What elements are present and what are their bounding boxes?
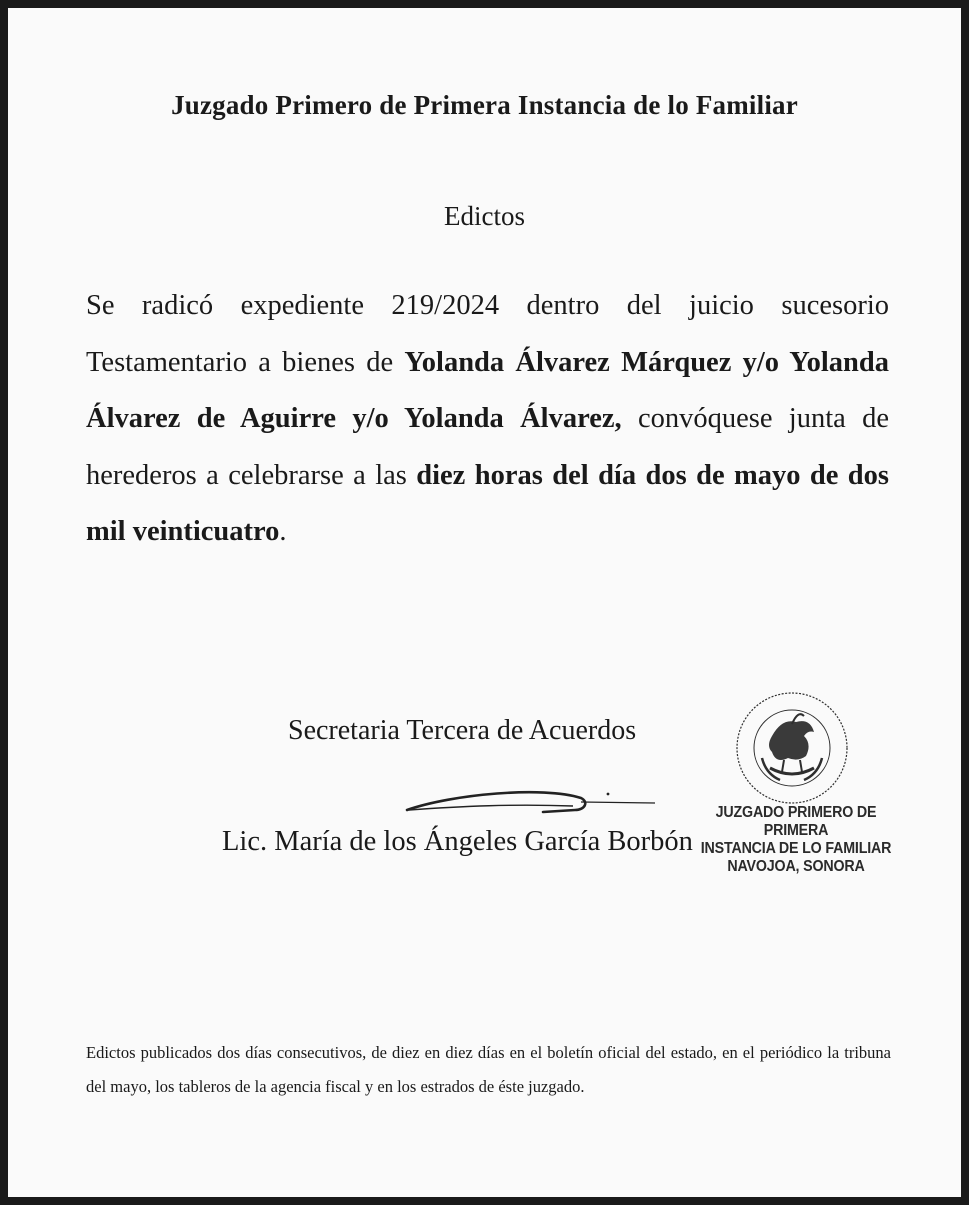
- coat-of-arms-seal-icon: [732, 688, 852, 808]
- seal-line-2: INSTANCIA DE LO FAMILIAR: [700, 840, 892, 857]
- hearing-datetime: diez horas del día dos de mayo de dos mil veinticuatro: [86, 459, 889, 547]
- signer-name: Lic. María de los Ángeles García Borbón: [222, 826, 693, 857]
- section-title: Edictos: [444, 201, 525, 231]
- edict-page: [8, 8, 961, 1197]
- handwritten-signature: [393, 776, 663, 816]
- official-seal: [676, 688, 916, 888]
- court-title: Juzgado Primero de Primera Instancia de lo Familiar: [171, 90, 798, 120]
- seal-line-3: NAVOJOA, SONORA: [727, 858, 865, 875]
- body-convocation: convóquese junta de herederos a celebrarse a las: [86, 403, 889, 491]
- body-intro: Se radicó expediente 219/2024 dentro del juicio sucesorio Testamentario a bienes de: [86, 290, 889, 378]
- publication-note: Edictos publicados dos días consecutivos, de diez en diez días en el boletín oficial del estado, en el periódico la tribuna del mayo, los tableros de la agencia fiscal y en los estrados de éste juzgado.: [86, 1043, 891, 1096]
- seal-line-1: JUZGADO PRIMERO DE PRIMERA: [715, 804, 877, 839]
- secretary-title: Secretaria Tercera de Acuerdos: [288, 715, 637, 746]
- decedent-names: Yolanda Álvarez Márquez y/o Yolanda Álvarez de Aguirre y/o Yolanda Álvarez,: [86, 346, 889, 434]
- body-end: .: [279, 516, 287, 547]
- seal-text: [686, 804, 907, 876]
- edict-body: [86, 278, 889, 561]
